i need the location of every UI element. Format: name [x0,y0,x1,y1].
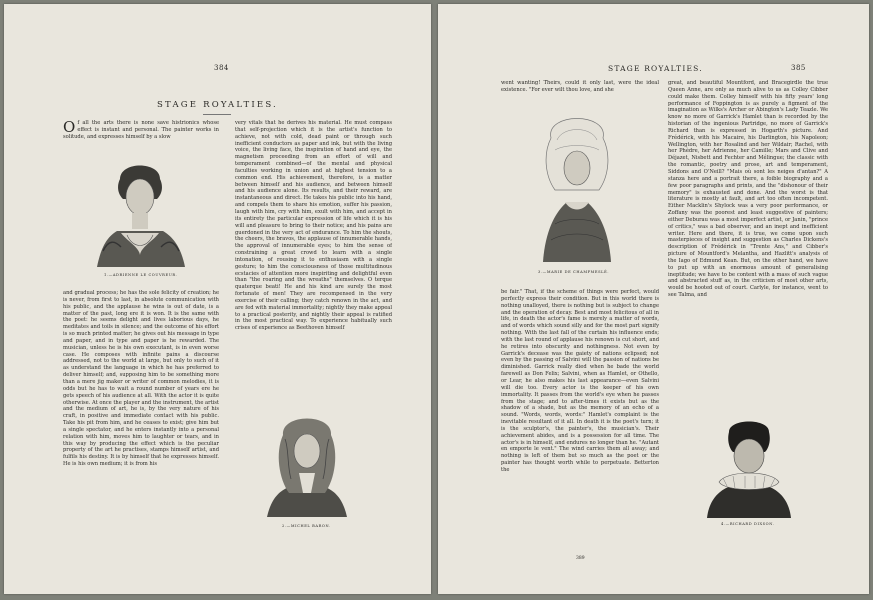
wigged-gentleman-portrait-icon [255,409,359,519]
left-col2-top-text: very vitals that he derives his material. He must compass that self-projection which it is the artist's function to achieve, not with cold, dead paint or through such inefficient conductors as paper and ink, but with the living voice, the living face, the inspiration of hand and eye, the magnetism proceeding from an effort of will and temperament combined—of the mental and physical faculties working in union and at highest tension to a common end. His achievement, therefore, is a matter between himself and his audience, and between himself and his audience alone. Its results, and their reward, are instantaneous and direct. He takes his public into his hand, and compels them to share his emotion, suffer his passion, laugh with him, cry with him, exult with him, and accept in its entirety the particular expression of life which it is his will and pleasure to bring to their notice; and his pains are guerdoned in the very act of endurance. To him the shouts, the cheers, the bravos, the applause of innumerable hands, the approval of innumerable eyes; to him the sense of constraining a great crowd to learn with a single intonation, of rousing it to enthusiasm with a single gesture; to him the consciousness of those multitudinous ecstacies of attention more inspiriting and delightful even than "the roaring and the wreaths" themselves. O terque quaterque beati! He and his kind are surely the most fortunate of men! They are recompensed in the very exercise of their calling; they catch renown in the act, and are fed with material immortality; nightly they make appeal to a practical posterity, and nightly their appeal is ratified in the most practical way. To experience habitually such crises of experience as Beethoven himself [235,120,392,332]
right-col1-top-text: went wanting! Theirs, could it only last, were the ideal existence. "For ever wilt thou love, and she [501,80,659,93]
right-page [438,4,869,594]
right-col2-top-text: great, and beautiful Mountford, and Bracegirdle the true Queen Anne, are only as much alive to us as Colley Cibber could make them. Colley himself with his fifty years' long performance of Foppington is as purely a figment of the imagination as Wilks's Archer or Abington's Lady Teazle. We know no more of Garrick's Hamlet than is recorded by the historian of the ingenious Partridge, no more of Garrick's Richard than is expressed in Hogarth's picture. And Frédérick, with his Macaire, his Darlington, his Napoleon; Wellington, with her Rosalind and her Wildair; Rachel, with her Phèdre, her Adrienne, her Camille; Mars and Clive and Déjazet, Nisbett and Fechter and Mélingue; the classic with the romantic, poetry and prose, art and temperament, Siddons and O'Neill? "Mais où sont les neiges d'antan?" A stanza here and a portrait there, a foible biography and a few poor paragraphs and prints, and the "dishonour of their memory" is exhausted and done. And the worst is that literature is mostly at fault, and art too often incompetent. Either Macklin's Shylock was a very poor performance, or Zoffany was the poorest and least suggestive of painters; either Deburau was a most imperfect artist, or Janin, "prince of critics," was a bad observer, and an inept and inefficient writer. Here and there, it is true, we come upon such masterpieces of insight and suggestion as Charles Dickens's description of Frédérick in "Trente Ans," and Cibber's picture of Mountford's Melantha, and Hazlitt's analysis of the Iago of Edmund Kean. But, on the other hand, we have to put up with an enormous amount of generalising ineptitude; we have to be content with a mass of such vague and abstracted stuff as, in the criticism of most other arts, would be hooted out of court. Carlyle, for instance, went to see Talma, and [668,80,828,299]
right-col1-top [501,80,659,102]
portrait-caption: 2.—MICHEL BARON. [282,524,331,528]
left-col2-top [235,120,392,387]
page-number: 384 [214,64,229,72]
left-col1-top-text: f all the arts there is none save histrionics whose effect is instant and personal. The painter works in solitude, and expresses himself by a slow [63,120,219,140]
portrait-caption: 4.—RICHARD DIXSON. [721,522,775,526]
right-col1-bottom-text: be fair." That, if the scheme of things were perfect, would perfectly express their condition. But in this world there is nothing unalloyed, there is nothing but is subject to change and the operation of decay. Best and most felicitous of all in life, in death the actor's fame is merely a matter of words, and of words which sound silly and for the most part signify nothing. With the last fall of the curtain his influence ends; with the last round of applause his renown is cut short, and he retires into obscurity and nothingness. Not even by Garrick's decease was the gaiety of nations eclipsed; not even by the passing of Salvini will the passion of nations be diminished. Garrick really died when he bade the world farewell as Don Felix; Salvini, when as Hamlet, or Othello, or Lear, he also makes his last appearance—even Salvini will die too. Every actor is the keeper of his own immortality. It passes from the world's eye when he passes from the stage; and to after-times it exists but as the shadow of a shade, but as the memory of an echo of a sound. "Words, words, words:" Hamlet's complaint is the inevitable resultant of it all. In death it is the poet's turn; it is the sculptor's, the painter's, the musician's. Their achievement abides, and is a possession for all time. The actor's is in himself, and endures no longer than he. "Autant en emporte le vent." The wind carries them all away; and nothing is left of them but so much as the poet or the painter has thought worth while to perpetuate. Betterton the [501,289,659,473]
portrait-caption: 3.—MARIE DE CHAMPMESLÉ. [538,270,610,274]
right-col1-bottom [501,289,659,551]
left-col1-top [63,120,219,142]
article-title: STAGE ROYALTIES. [157,100,278,110]
page-number: 385 [791,64,806,72]
lady-portrait-icon [87,151,193,269]
lady-in-bonnet-portrait-icon [535,104,619,264]
left-col1-bottom [63,290,219,560]
signature-mark: 389 [576,556,585,561]
right-col2-top [668,80,828,375]
ruffed-actor-portrait-icon [693,416,805,520]
drop-cap: O [63,120,76,136]
left-col1-bottom-text: and gradual process; he has the sole felicity of creation; he is never, from first to last, in absolute communication with his public, and the applause he wins is out of date, is a matter of the past, long ere it is won. It is the same with the poet: he seems delight and lives laborious days, he meditates and toils in silence; and the outcome of his effort is so much printed matter; he gives out his message in type and paper, and in type and paper is he rewarded. The musician, unless he is his own executant, is in even worse case. He composes with infinite pains a discourse addressed, not to the world at large, but only to such of it as understand the language in which he has preferred to deliver himself; and, supposing him to be something more than a mere jig maker or writer of common melodies, it is odds but he has to wait a round number of years ere he gets speech of his audience at all. With the actor it is quite otherwise. At once the player and the instrument, the artist and the medium of art, he is, by the very nature of his craft, in positive and immediate contact with his public. Take his pit from him, and he ceases to exist; give him but a single spectator, and he enters instantly into a personal relation with him, moves him to laughter or tears, and in this way by producing the effect which is the peculiar property of the art he practises, stamps himself artist, and fulfils his destiny. It is by himself that he expresses himself. He is his own medium; it is from his [63,290,219,468]
left-page [4,4,431,594]
title-rule [203,114,231,115]
running-title: STAGE ROYALTIES. [608,64,703,73]
portrait-caption: 1.—ADRIENNE LE COUVREUR. [104,273,178,277]
